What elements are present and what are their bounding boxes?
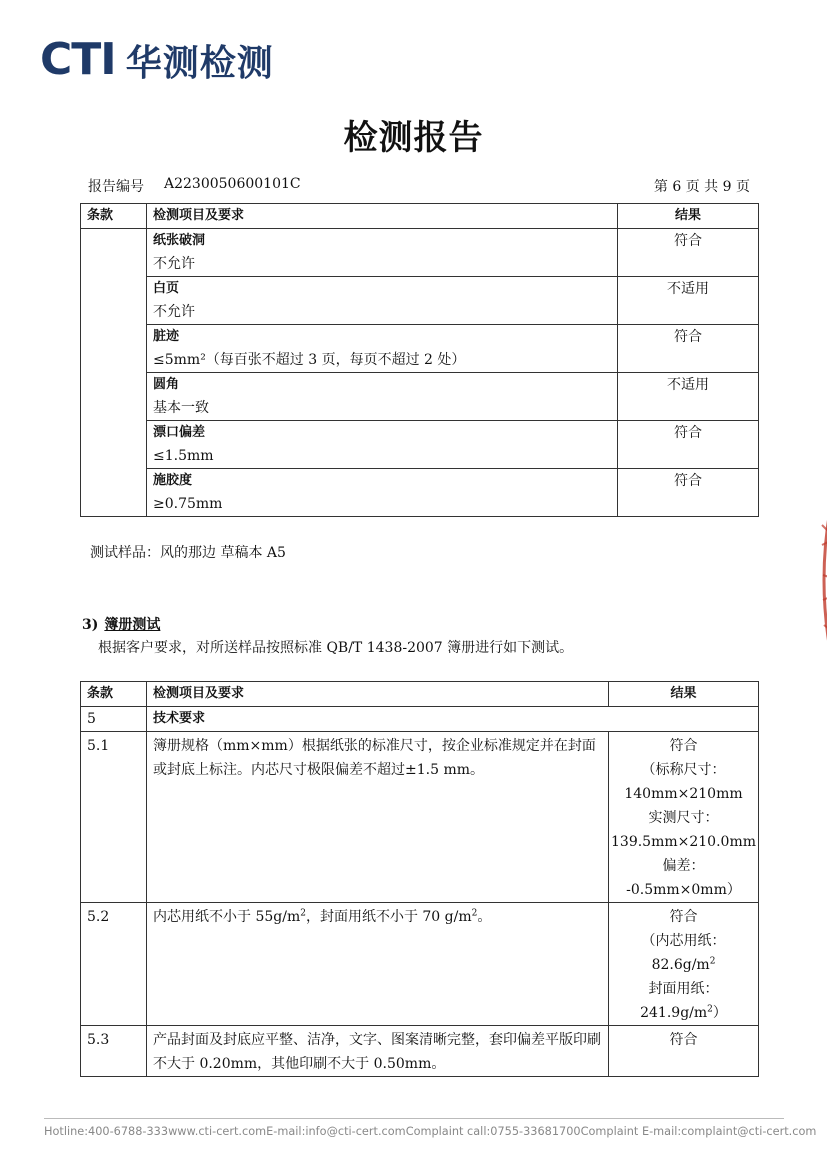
- header-item: 检测项目及要求: [147, 204, 618, 229]
- requirement-cell: 簿册规格（mm×mm）根据纸张的标准尺寸，按企业标准规定并在封面或封底上标注。内芯尺寸极限偏差不超过±1.5 mm。: [147, 732, 609, 903]
- item-result: 不适用: [618, 373, 759, 421]
- result-line: $82.6g/m^2$: [651, 956, 716, 973]
- table-row: [81, 469, 759, 517]
- result-line: 封面用纸：: [648, 981, 719, 997]
- header-result: 结果: [609, 682, 759, 707]
- result-cell: [609, 903, 759, 1026]
- item-name: 圆角: [153, 377, 180, 392]
- footer-website: www.cti-cert.com: [168, 1125, 267, 1138]
- footer-email: E-mail:info@cti-cert.com: [266, 1125, 406, 1138]
- item-result: 符合: [618, 469, 759, 517]
- page-indicator: 第 6 页 共 9 页: [653, 179, 750, 195]
- item-cell: [147, 277, 618, 325]
- result-line: 139.5mm×210.0mm: [611, 834, 756, 850]
- logo-chinese-name: 华测检测: [125, 42, 274, 84]
- req-part: 。: [477, 909, 492, 925]
- table-row: [81, 229, 759, 277]
- requirement-cell: 产品封面及封底应平整、洁净，文字、图案清晰完整，套印偏差平版印刷不大于 0.20mm，其他印刷不大于 0.50mm。: [147, 1026, 609, 1077]
- section-intro: 根据客户要求，对所送样品按照标准 QB/T 1438-2007 簿册进行如下测试。: [98, 640, 574, 656]
- item-cell: [147, 373, 618, 421]
- logo-brand: CTI: [40, 34, 116, 85]
- table-row: [81, 1026, 759, 1077]
- result-line: 符合: [669, 909, 698, 925]
- footer: [44, 1125, 817, 1138]
- footer-hotline: Hotline:400-6788-333: [44, 1125, 169, 1138]
- result-line: （内芯用纸：: [641, 933, 726, 949]
- result-line: 140mm×210mm: [624, 786, 743, 802]
- report-number-label: 报告编号: [88, 179, 144, 195]
- item-cell: [147, 469, 618, 517]
- item-name: 纸张破洞: [153, 233, 206, 248]
- page-title: 检测报告: [343, 118, 484, 158]
- report-meta: [88, 176, 750, 196]
- table-row: [81, 421, 759, 469]
- section-number: 3): [82, 617, 99, 633]
- table-row: [81, 373, 759, 421]
- clause-cell: 5: [81, 707, 147, 732]
- item-cell: [147, 325, 618, 373]
- requirement-cell: 内芯用纸不小于 $55g/m^2$，封面用纸不小于 70 $g/m^2$。: [147, 903, 609, 1026]
- table-row: [81, 277, 759, 325]
- footer-complaint-call: Complaint call:0755-33681700: [405, 1125, 581, 1138]
- results-table-1: [80, 203, 759, 517]
- section-title: 簿册测试: [104, 617, 161, 633]
- header-clause: 条款: [81, 682, 147, 707]
- table-row: [81, 325, 759, 373]
- item-result: 不适用: [618, 277, 759, 325]
- req-part: 内芯用纸不小于 55g/m: [153, 909, 301, 925]
- item-cell: [147, 229, 618, 277]
- item-name: 漂口偏差: [153, 425, 206, 440]
- table-row: [81, 903, 759, 1026]
- header-result: 结果: [618, 204, 759, 229]
- item-requirement: ≤5mm²（每百张不超过 3 页，每页不超过 2 处）: [153, 352, 466, 368]
- report-number-value: A2230050600101C: [164, 176, 301, 192]
- item-requirement: ≥0.75mm: [153, 496, 223, 512]
- table-row: [81, 732, 759, 903]
- result-cell: 符合: [609, 1026, 759, 1077]
- item-requirement: 不允许: [153, 304, 195, 320]
- header-item: 检测项目及要求: [147, 682, 609, 707]
- result-line: -0.5mm×0mm）: [626, 882, 741, 898]
- req-part: ，封面用纸不小于 70 g/m: [305, 909, 472, 925]
- section-requirement-title: 技术要求: [147, 707, 759, 732]
- sample-name: 测试样品：风的那边 草稿本 A5: [90, 545, 286, 561]
- result-line: 符合: [669, 738, 698, 754]
- section-heading: [82, 614, 160, 634]
- footer-complaint-email: Complaint E-mail:complaint@cti-cert.com: [580, 1125, 817, 1138]
- seal-stamp-edge: [808, 505, 827, 655]
- clause-cell-empty: [81, 229, 147, 517]
- item-cell: [147, 421, 618, 469]
- company-logo: [40, 32, 274, 88]
- item-requirement: ≤1.5mm: [153, 448, 214, 464]
- item-name: 白页: [153, 281, 180, 296]
- item-requirement: 基本一致: [153, 400, 209, 416]
- table-row: [81, 707, 759, 732]
- result-line: 偏差：: [662, 858, 705, 874]
- item-result: 符合: [618, 229, 759, 277]
- clause-cell: 5.2: [81, 903, 147, 1026]
- result-line: $241.9g/m^2$）: [640, 1004, 727, 1021]
- item-result: 符合: [618, 325, 759, 373]
- item-name: 脏迹: [153, 329, 180, 344]
- table-header-row: [81, 682, 759, 707]
- clause-cell: 5.1: [81, 732, 147, 903]
- clause-cell: 5.3: [81, 1026, 147, 1077]
- footer-divider: [44, 1118, 784, 1119]
- item-requirement: 不允许: [153, 256, 195, 272]
- results-table-2: [80, 681, 759, 1077]
- table-header-row: [81, 204, 759, 229]
- result-cell: [609, 732, 759, 903]
- item-result: 符合: [618, 421, 759, 469]
- header-clause: 条款: [81, 204, 147, 229]
- result-line: 实测尺寸：: [648, 810, 719, 826]
- result-line: （标称尺寸：: [641, 762, 726, 778]
- item-name: 施胶度: [153, 473, 193, 488]
